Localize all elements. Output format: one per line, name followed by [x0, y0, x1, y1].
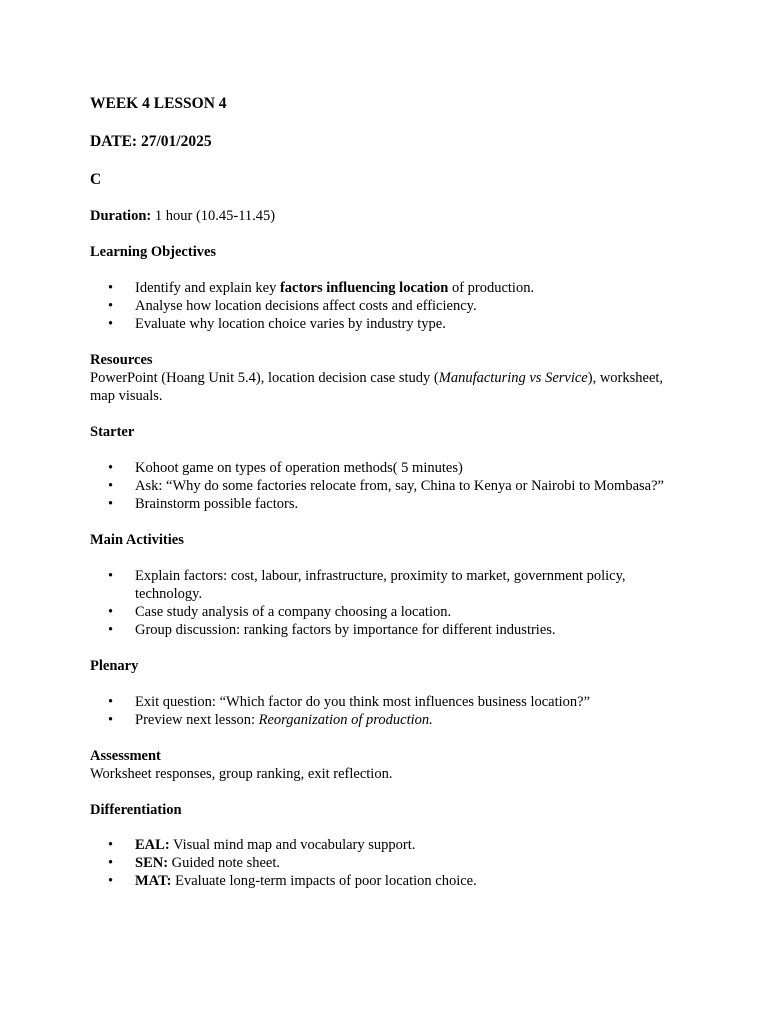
- differentiation-text: Visual mind map and vocabulary support.: [169, 837, 416, 853]
- duration-value: 1 hour (10.45-11.45): [151, 208, 276, 224]
- resources-text-part: ), worksheet, map visuals.: [90, 370, 664, 404]
- list-item: • Brainstorm possible factors.: [135, 495, 680, 513]
- date-heading: DATE: 27/01/2025: [90, 133, 212, 150]
- assessment-text: Worksheet responses, group ranking, exit reflection.: [90, 766, 393, 782]
- list-item: • Evaluate why location choice varies by industry type.: [135, 315, 680, 333]
- learning-objectives-title: Learning Objectives: [90, 244, 217, 260]
- differentiation-label: EAL:: [135, 837, 170, 853]
- list-item: • Exit question: “Which factor do you think most influences business location?”: [135, 693, 680, 711]
- objective-text: of production.: [448, 280, 535, 296]
- lesson-heading: WEEK 4 LESSON 4: [90, 95, 227, 112]
- list-item: • Explain factors: cost, labour, infrastructure, proximity to market, government policy, technology.: [135, 567, 680, 603]
- plenary-title: Plenary: [90, 658, 139, 674]
- plenary-italic-text: Reorganization of production.: [258, 712, 433, 728]
- differentiation-title: Differentiation: [90, 802, 182, 818]
- list-item: [135, 872, 680, 890]
- differentiation-text: Evaluate long-term impacts of poor location choice.: [171, 873, 477, 889]
- class-heading: C: [90, 171, 102, 188]
- list-item: • Ask: “Why do some factories relocate from, say, China to Kenya or Nairobi to Mombasa?”: [135, 477, 680, 495]
- duration-line: [90, 207, 680, 225]
- differentiation-label: MAT:: [135, 873, 172, 889]
- list-item: [135, 711, 680, 729]
- main-activities-title: Main Activities: [90, 532, 184, 548]
- objective-bold-text: factors influencing location: [279, 280, 449, 296]
- differentiation-label: SEN:: [135, 855, 169, 871]
- list-item: • Kohoot game on types of operation methods( 5 minutes): [135, 459, 680, 477]
- duration-label: Duration:: [90, 208, 152, 224]
- differentiation-list: [90, 836, 680, 890]
- resources-title: Resources: [90, 352, 153, 368]
- differentiation-text: Guided note sheet.: [168, 855, 280, 871]
- objective-text: Identify and explain key: [135, 280, 280, 296]
- list-item: • Analyse how location decisions affect costs and efficiency.: [135, 297, 680, 315]
- lesson-body: [90, 207, 680, 890]
- starter-title: Starter: [90, 424, 135, 440]
- assessment-title: Assessment: [90, 748, 161, 764]
- starter-list: [90, 459, 680, 513]
- learning-objectives-list: [90, 279, 680, 333]
- list-item: • Case study analysis of a company choosing a location.: [135, 603, 680, 621]
- list-item: • Group discussion: ranking factors by importance for different industries.: [135, 621, 680, 639]
- plenary-list: [90, 693, 680, 729]
- list-item: [135, 279, 680, 297]
- resources-text: [90, 369, 680, 405]
- plenary-text: Preview next lesson:: [135, 712, 259, 728]
- resources-text-part: PowerPoint (Hoang Unit 5.4), location decision case study (: [90, 370, 439, 386]
- resources-italic-text: Manufacturing vs Service: [438, 370, 588, 386]
- main-activities-list: [90, 567, 680, 639]
- list-item: [135, 854, 680, 872]
- list-item: [135, 836, 680, 854]
